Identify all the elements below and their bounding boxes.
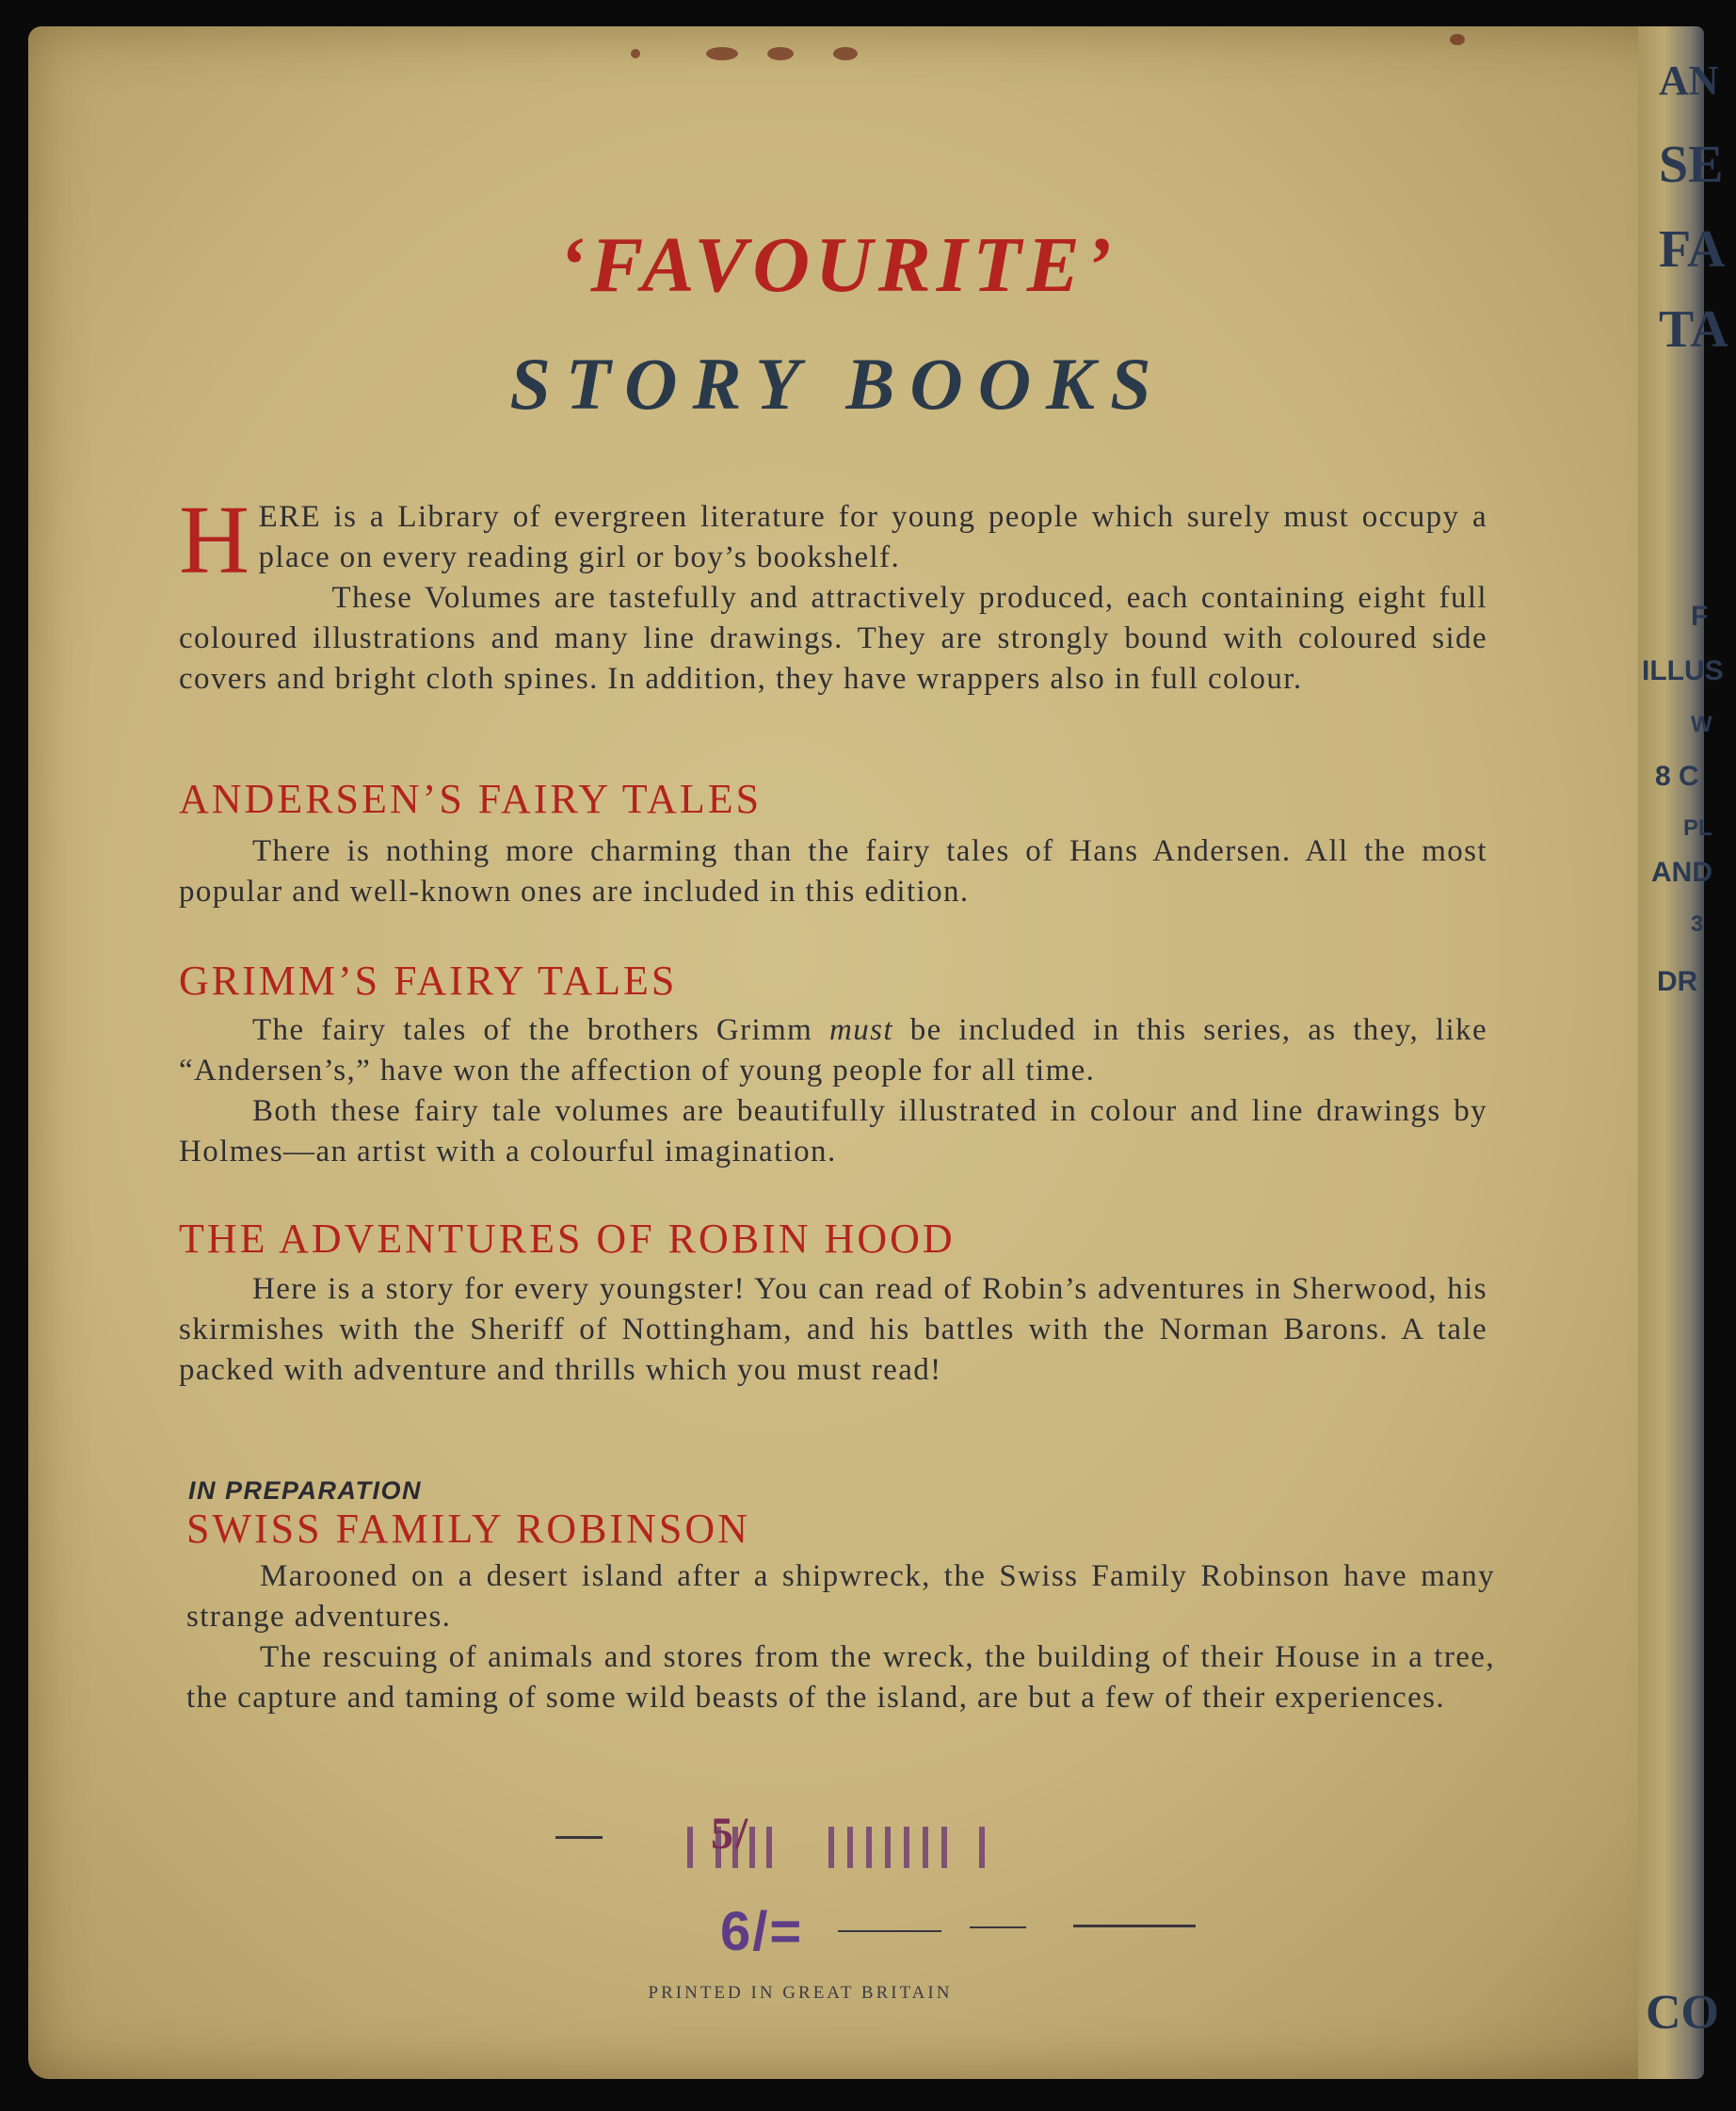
book-desc-swiss-family xyxy=(186,1556,1495,1718)
foxing-spot xyxy=(833,47,858,60)
book-back-cover xyxy=(28,26,1689,2079)
spine-line: PL xyxy=(1683,815,1712,841)
spine-line: ILLUS xyxy=(1642,655,1724,686)
grimm-emphasis: must xyxy=(829,1013,893,1047)
printed-in-notice: PRINTED IN GREAT BRITAIN xyxy=(648,1983,953,2003)
book-spine-edge xyxy=(1638,26,1728,2079)
spine-line: SE xyxy=(1659,136,1724,194)
spine-line: 8 C xyxy=(1655,761,1699,792)
stamp-dash xyxy=(838,1930,941,1932)
robin-hood-paragraph: Here is a story for every youngster! You can read of Robin’s adventures in Sherwood, his skirmishes with the Sheriff of Nottingham, and his battles with the Norman Barons. A tale packed with adventure and thrills which you must read! xyxy=(179,1272,1487,1387)
price-stamp: 5/ xyxy=(711,1809,750,1859)
spine-line: TA xyxy=(1659,300,1728,359)
foxing-spot xyxy=(767,47,794,60)
grimm-text-b: be included in this series, as they, like “Andersen’s,” have won the affection of young people for all time. xyxy=(179,1013,1487,1088)
stamp-dash xyxy=(555,1836,603,1839)
intro-paragraph-2: These Volumes are tastefully and attractively produced, each containing eight full coloured illustrations and many line drawings. They are strongly bound with coloured side covers and bright cloth spines. In addition, they have wrappers also in full colour. xyxy=(179,581,1487,696)
foxing-spot xyxy=(631,49,640,58)
spine-line: F xyxy=(1691,601,1709,632)
book-title-grimm: GRIMM’S FAIRY TALES xyxy=(179,958,678,1004)
book-desc-robin-hood xyxy=(179,1269,1487,1391)
swiss-paragraph-1: Marooned on a desert island after a shipwreck, the Swiss Family Robinson have many strange adventures. xyxy=(186,1559,1495,1634)
spine-line: CO xyxy=(1646,1986,1719,2039)
intro-section xyxy=(179,486,1487,700)
swiss-paragraph-2: The rescuing of animals and stores from the wreck, the building of their House in a tree, the capture and taming of some wild beasts of the island, are but a few of their experiences. xyxy=(186,1640,1495,1715)
book-title-robin-hood: THE ADVENTURES OF ROBIN HOOD xyxy=(179,1216,956,1262)
spine-line: FA xyxy=(1659,220,1726,279)
spine-line: 3 xyxy=(1691,911,1704,937)
andersen-paragraph: There is nothing more charming than the fairy tales of Hans Andersen. All the most popular and well-known ones are included in this edition. xyxy=(179,834,1487,909)
series-title: ‘FAVOURITE’ xyxy=(558,221,1117,309)
spine-line: AND xyxy=(1651,857,1712,888)
series-subtitle: STORY BOOKS xyxy=(509,343,1166,425)
book-title-andersen: ANDERSEN’S FAIRY TALES xyxy=(179,776,763,822)
spine-line: W xyxy=(1691,712,1712,737)
drop-cap: H xyxy=(179,486,251,594)
grimm-paragraph-1 xyxy=(179,1010,1487,1091)
foxing-spot xyxy=(706,47,738,60)
grimm-text-a: The fairy tales of the brothers Grimm xyxy=(252,1013,830,1047)
stamp-dash xyxy=(1073,1925,1196,1927)
price-overstamp: 6/= xyxy=(720,1901,804,1962)
grimm-paragraph-2: Both these fairy tale volumes are beautifully illustrated in colour and line drawings by Holmes—an artist with a colourful imagination. xyxy=(179,1094,1487,1168)
spine-line: AN xyxy=(1659,57,1719,104)
book-title-swiss-family: SWISS FAMILY ROBINSON xyxy=(186,1506,750,1552)
spine-line: DR xyxy=(1657,966,1698,997)
in-preparation-label: IN PREPARATION xyxy=(188,1476,423,1505)
foxing-spot xyxy=(1450,34,1465,45)
intro-paragraph-1 xyxy=(179,486,1487,594)
intro-text-1: ERE is a Library of evergreen literature for young people which surely must occupy a place on every reading girl or boy’s bookshelf. xyxy=(258,500,1487,574)
book-desc-grimm xyxy=(179,1010,1487,1172)
stamp-dash xyxy=(970,1926,1026,1928)
book-desc-andersen xyxy=(179,831,1487,912)
